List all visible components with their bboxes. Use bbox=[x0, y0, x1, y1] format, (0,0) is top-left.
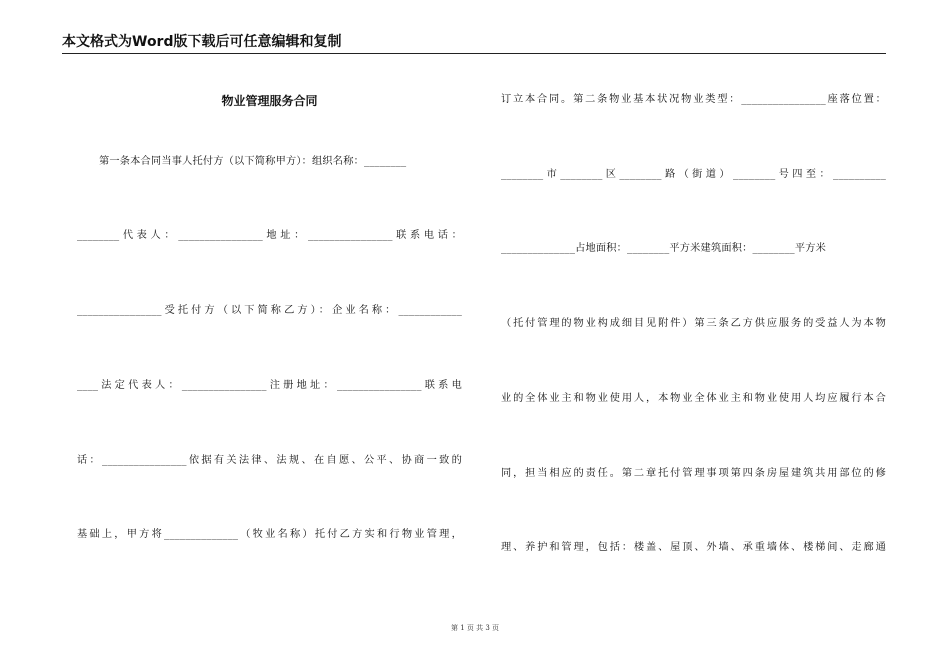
paragraph-line: 理、养护和管理，包括：楼盖、屋顶、外墙、承重墙体、楼梯间、走廊通 bbox=[501, 542, 886, 553]
paragraph-line: 话：________________依据有关法律、法规、在自愿、公平、协商一致的 bbox=[77, 455, 462, 466]
paragraph-line: ________________受托付方（以下简称乙方）：企业名称：____________ bbox=[77, 305, 462, 316]
paragraph-line: ____法定代表人：________________注册地址：________________联系电 bbox=[77, 380, 462, 391]
paragraph-line: 订立本合同。第二条物业基本状况物业类型：________________座落位置： bbox=[501, 94, 886, 105]
page-number: 第 1 页 共 3 页 bbox=[450, 624, 500, 632]
paragraph-line: 业的全体业主和物业使用人，本物业全体业主和物业使用人均应履行本合 bbox=[501, 393, 886, 404]
paragraph-line: ______________占地面积：________平方米建筑面积：________平方米 bbox=[501, 243, 827, 254]
paragraph-line: （托付管理的物业构成细目见附件）第三条乙方供应服务的受益人为本物 bbox=[501, 318, 886, 329]
paragraph-line: 同，担当相应的责任。第二章托付管理事项第四条房屋建筑共用部位的修 bbox=[501, 468, 886, 479]
paragraph-line: 基础上，甲方将______________（牧业名称）托付乙方实和行物业管理， bbox=[77, 529, 462, 540]
paragraph-line: 第一条本合同当事人托付方（以下简称甲方）：组织名称：________ bbox=[99, 156, 407, 167]
document-title: 物业管理服务合同 bbox=[221, 94, 318, 108]
document-header: 本文格式为Word版下载后可任意编辑和复制 bbox=[62, 34, 886, 54]
paragraph-line: ________代表人：________________地址：________________联系电话： bbox=[77, 230, 462, 241]
paragraph-line: ________市________区________路（街道）________号四至：__________ bbox=[501, 169, 886, 180]
